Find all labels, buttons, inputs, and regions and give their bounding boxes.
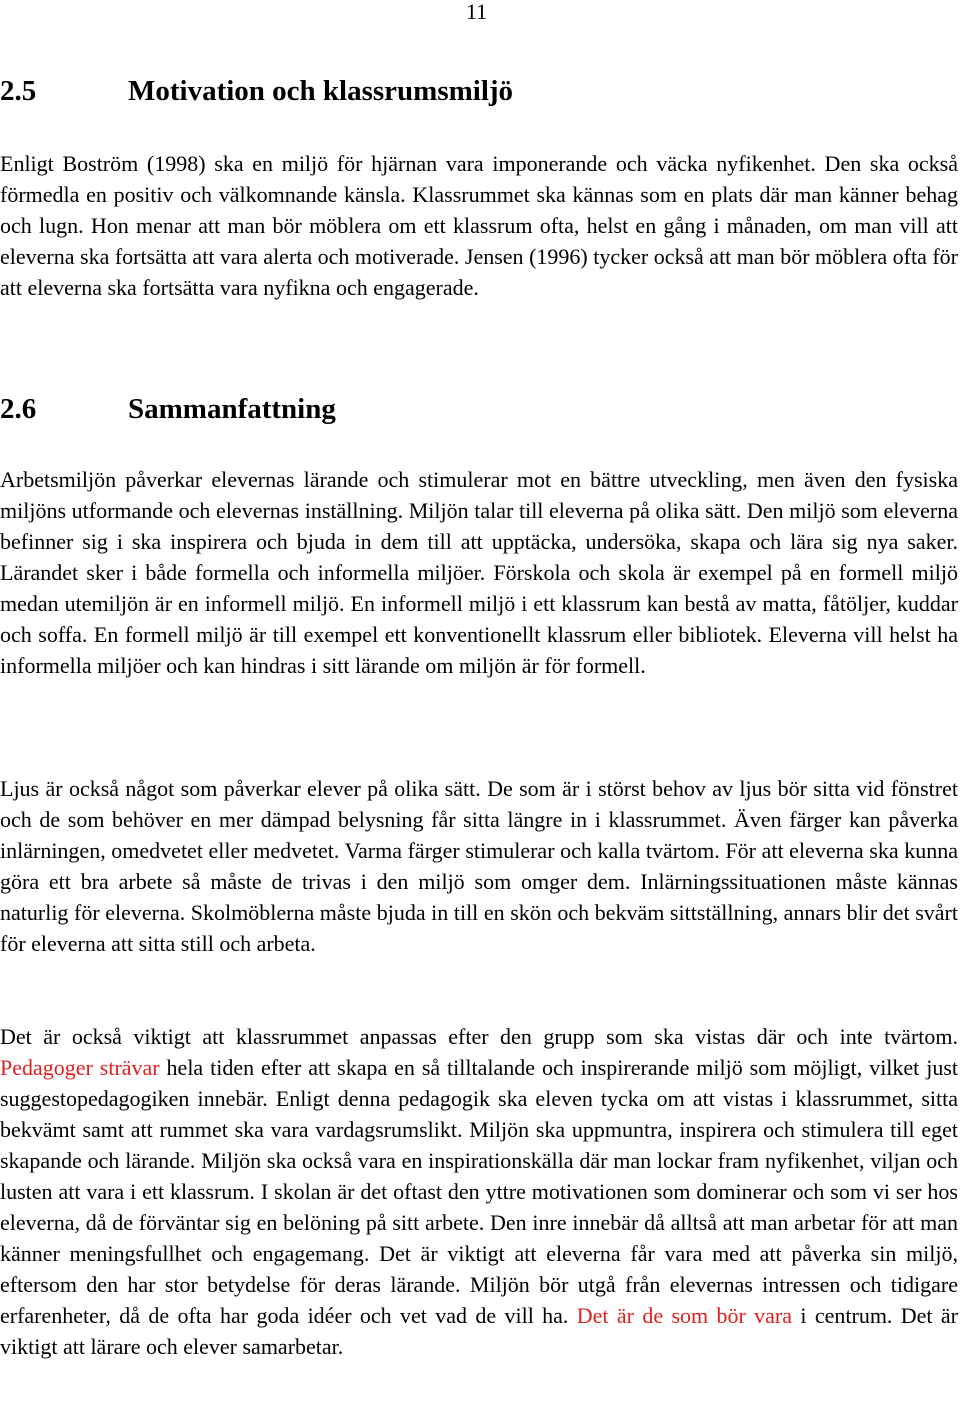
- paragraph-summary-1: Arbetsmiljön påverkar elevernas lärande och stimulerar mot en bättre utveckling, men även den fysiska miljöns utformande och elevernas inställning. Miljön talar till eleverna på olika sätt. Den miljö som eleverna befinner sig i ska inspirera och bjuda in dem till att upptäcka, undersöka, skapa och lära sig nya saker. Lärandet sker i både formella och informella miljöer. Förskola och skola är exempel på en formell miljö medan utemiljön är en informell miljö. En informell miljö i ett klassrum kan bestå av matta, fåtöljer, kuddar och soffa. En formell miljö är till exempel ett konventionellt klassrum eller bibliotek. Eleverna vill helst ha informella miljöer och kan hindras i sitt lärande om miljön är för formell.: [0, 467, 958, 678]
- section-number: 2.5: [0, 75, 37, 107]
- highlighted-text: Pedagoger strävar: [0, 1055, 160, 1080]
- section-heading-2-5: [0, 74, 513, 108]
- text-run: Det är också viktigt att klassrummet anpassas efter den grupp som ska vistas där och inte tvärtom.: [0, 1024, 958, 1049]
- paragraph-motivation: Enligt Boström (1998) ska en miljö för hjärnan vara imponerande och väcka nyfikenhet. Den ska också förmedla en positiv och välkomnande känsla. Klassrummet ska kännas som en plats där man känner behag och lugn. Hon menar att man bör möblera om ett klassrum ofta, helst en gång i månaden, om man vill att eleverna ska fortsätta att vara alerta och motiverade. Jensen (1996) tycker också att man bör möblera ofta för att eleverna ska fortsätta vara nyfikna och engagerade.: [0, 151, 958, 300]
- text-run: i centrum. Det är viktigt att lärare och elever samarbetar.: [0, 1303, 958, 1359]
- page-number: 11: [466, 0, 488, 24]
- paragraph-summary-2: Ljus är också något som påverkar elever på olika sätt. De som är i störst behov av ljus bör sitta vid fönstret och de som behöver en mer dämpad belysning får sitta längre in i klassrummet. Även färger kan påverka inlärningen, omedvetet eller medvetet. Varma färger stimulerar och kalla tvärtom. För att eleverna ska kunna göra ett bra arbete så måste de trivas i den miljö som omger dem. Inlärningssituationen måste kännas naturlig för eleverna. Skolmöblerna måste bjuda in till en skön och bekväm sittställning, annars blir det svårt för eleverna att sitta still och arbeta.: [0, 776, 958, 956]
- highlighted-text: Det är de som bör vara: [576, 1303, 793, 1328]
- section-number: 2.6: [0, 393, 37, 425]
- section-title: Sammanfattning: [128, 393, 336, 425]
- section-title: Motivation och klassrumsmiljö: [128, 75, 514, 107]
- paragraph-summary-3: [0, 1021, 958, 1362]
- text-run: hela tiden efter att skapa en så tilltalande och inspirerande miljö som möjligt, vilket just suggestopedagogiken innebär. Enligt denna pedagogik ska eleven tycka om att vistas i klassrummet, sitta bekvämt samt att rummet ska vara vardagsrumslikt. Miljön ska uppmuntra, inspirera och stimulera till eget skapande och lärande. Miljön ska också vara en inspirationskälla där man lockar fram nyfikenhet, viljan och lusten att vara i ett klassrum. I skolan är det oftast den yttre motivationen som dominerar och som vi ser hos eleverna, då de förväntar sig en belöning på sitt arbete. Den inre innebär då alltså att man arbetar för att man känner meningsfullhet och engagemang. Det är viktigt att eleverna får vara med att påverka sin miljö, eftersom den har stor betydelse för deras lärande. Miljön bör utgå från elevernas intressen och tidigare erfarenheter, då de ofta har goda idéer och vet vad de vill ha.: [0, 1055, 958, 1328]
- section-heading-2-6: [0, 392, 336, 426]
